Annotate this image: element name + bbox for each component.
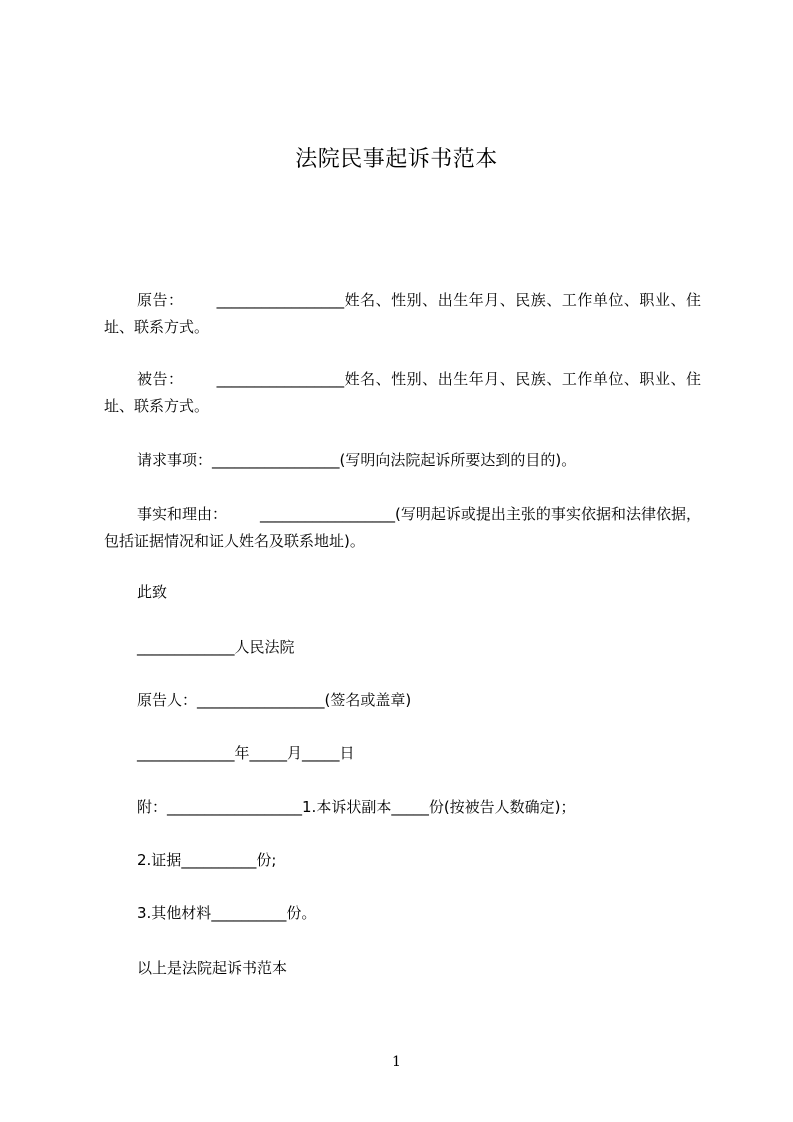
day-blank: _____ [302, 744, 340, 762]
other-materials-line [137, 900, 316, 927]
page-number: 1 [392, 1054, 401, 1070]
claims-label: 请求事项： [137, 451, 213, 469]
other-materials-tail: 份。 [286, 904, 317, 922]
attachment-blank: __________________ [167, 798, 303, 816]
signer-label: 原告人： [137, 691, 198, 709]
attachment-item1-tail: 份(按被告人数确定)； [428, 798, 576, 816]
defendant-paragraph [104, 366, 701, 420]
plaintiff-blank: _________________ [216, 291, 345, 309]
signer-blank: _________________ [197, 691, 325, 709]
month-blank: _____ [249, 744, 288, 762]
facts-blank: __________________ [260, 505, 396, 523]
court-blank: _____________ [137, 638, 235, 656]
day-label: 日 [339, 744, 355, 762]
attachment-item1-blank: _____ [391, 798, 429, 816]
attachment-line [137, 794, 576, 821]
year-blank: _____________ [137, 744, 235, 762]
claims-line [137, 447, 576, 474]
defendant-blank: _________________ [216, 370, 345, 388]
evidence-blank: __________ [181, 851, 257, 869]
page-title: 法院民事起诉书范本 [295, 147, 498, 172]
facts-paragraph [104, 501, 701, 555]
facts-description: (写明起诉或提出主张的事实依据和法律依据，包括证据情况和证人姓名及联系地址)。 [104, 505, 701, 550]
signer-note: (签名或盖章) [324, 691, 412, 709]
evidence-line [137, 847, 276, 874]
facts-label: 事实和理由： [137, 505, 228, 523]
defendant-description: 姓名、性别、出生年月、民族、工作单位、职业、住址、联系方式。 [104, 370, 701, 415]
year-label: 年 [234, 744, 250, 762]
claims-blank: _________________ [212, 451, 340, 469]
signer-line [137, 687, 411, 714]
defendant-label: 被告： [137, 370, 184, 388]
other-materials-text: 3.其他材料 [137, 904, 212, 922]
date-line [137, 740, 355, 767]
evidence-text: 2.证据 [137, 851, 182, 869]
salutation: 此致 [137, 583, 168, 601]
court-line [137, 634, 295, 661]
plaintiff-paragraph [104, 287, 701, 341]
closing-text: 以上是法院起诉书范本 [137, 959, 288, 977]
claims-description: (写明向法院起诉所要达到的目的)。 [339, 451, 577, 469]
month-label: 月 [287, 744, 303, 762]
plaintiff-label: 原告： [137, 291, 184, 309]
attachment-label: 附： [137, 798, 168, 816]
court-text: 人民法院 [234, 638, 295, 656]
plaintiff-description: 姓名、性别、出生年月、民族、工作单位、职业、住址、联系方式。 [104, 291, 701, 336]
evidence-tail: 份; [256, 851, 277, 869]
other-materials-blank: __________ [211, 904, 287, 922]
attachment-item1: 1.本诉状副本 [302, 798, 392, 816]
